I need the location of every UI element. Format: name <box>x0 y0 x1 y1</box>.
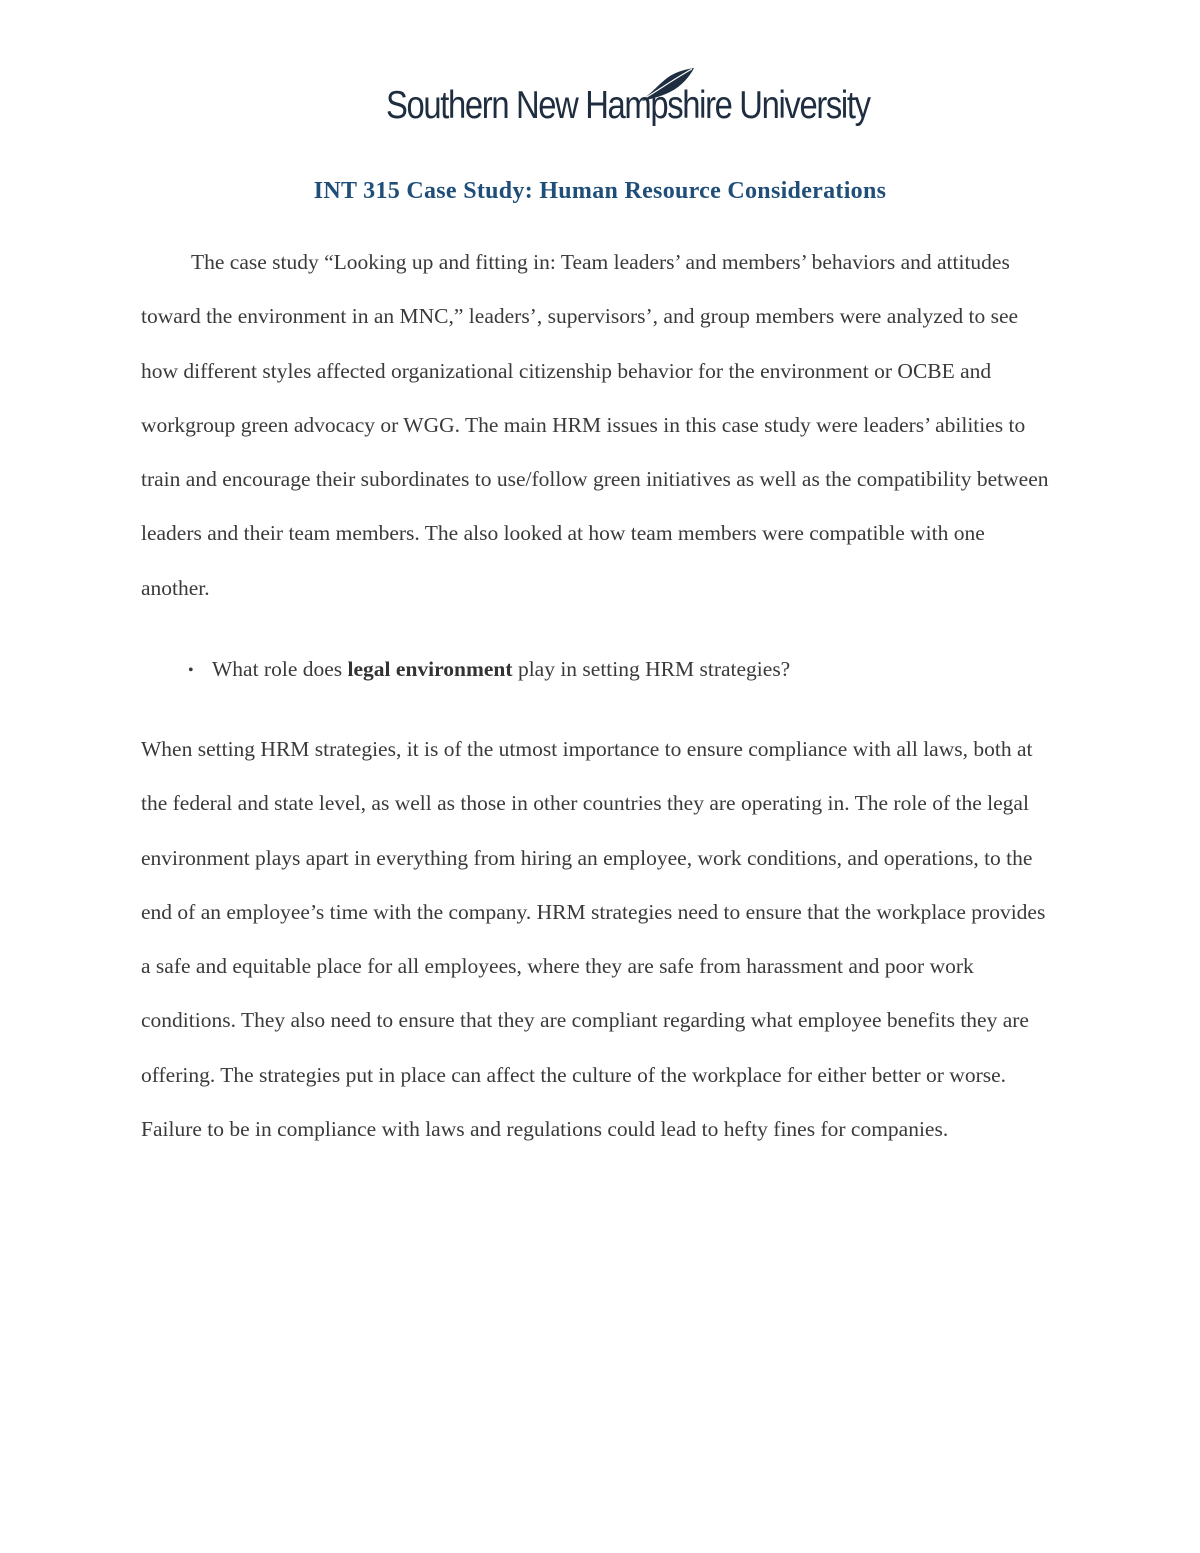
university-logo <box>386 66 870 138</box>
question-emphasis: legal environment <box>347 657 513 681</box>
question-bullet-item <box>188 655 790 685</box>
document-title: INT 315 Case Study: Human Resource Considerations <box>313 178 887 204</box>
question-suffix: play in setting HRM strategies? <box>512 657 791 681</box>
intro-paragraph: The case study “Looking up and fitting in: Team leaders’ and members’ behaviors and attitudes toward the environment in an MNC,” leaders’, supervisors’, and group members were analyzed to see how different styles affected organizational citizenship behavior for the environment or OCBE and workgroup green advocacy or WGG. The main HRM issues in this case study were leaders’ abilities to train and encourage their subordinates to use/follow green initiatives as well as the compatibility between leaders and their team members. The also looked at how team members were compatible with one another. <box>141 250 1049 600</box>
logo-wordmark: Southern New Hampshire University <box>386 84 870 127</box>
bullet-marker: • <box>188 662 194 679</box>
answer-paragraph: When setting HRM strategies, it is of the utmost importance to ensure compliance with all laws, both at the federal and state level, as well as those in other countries they are operating in. The role of the legal environment plays apart in everything from hiring an employee, work conditions, and operations, to the end of an employee’s time with the company. HRM strategies need to ensure that the workplace provides a safe and equitable place for all employees, where they are safe from harassment and poor work conditions. They also need to ensure that they are compliant regarding what employee benefits they are offering. The strategies put in place can affect the culture of the workplace for either better or worse. Failure to be in compliance with laws and regulations could lead to hefty fines for companies. <box>141 737 1046 1142</box>
question-prefix: What role does <box>212 657 348 681</box>
